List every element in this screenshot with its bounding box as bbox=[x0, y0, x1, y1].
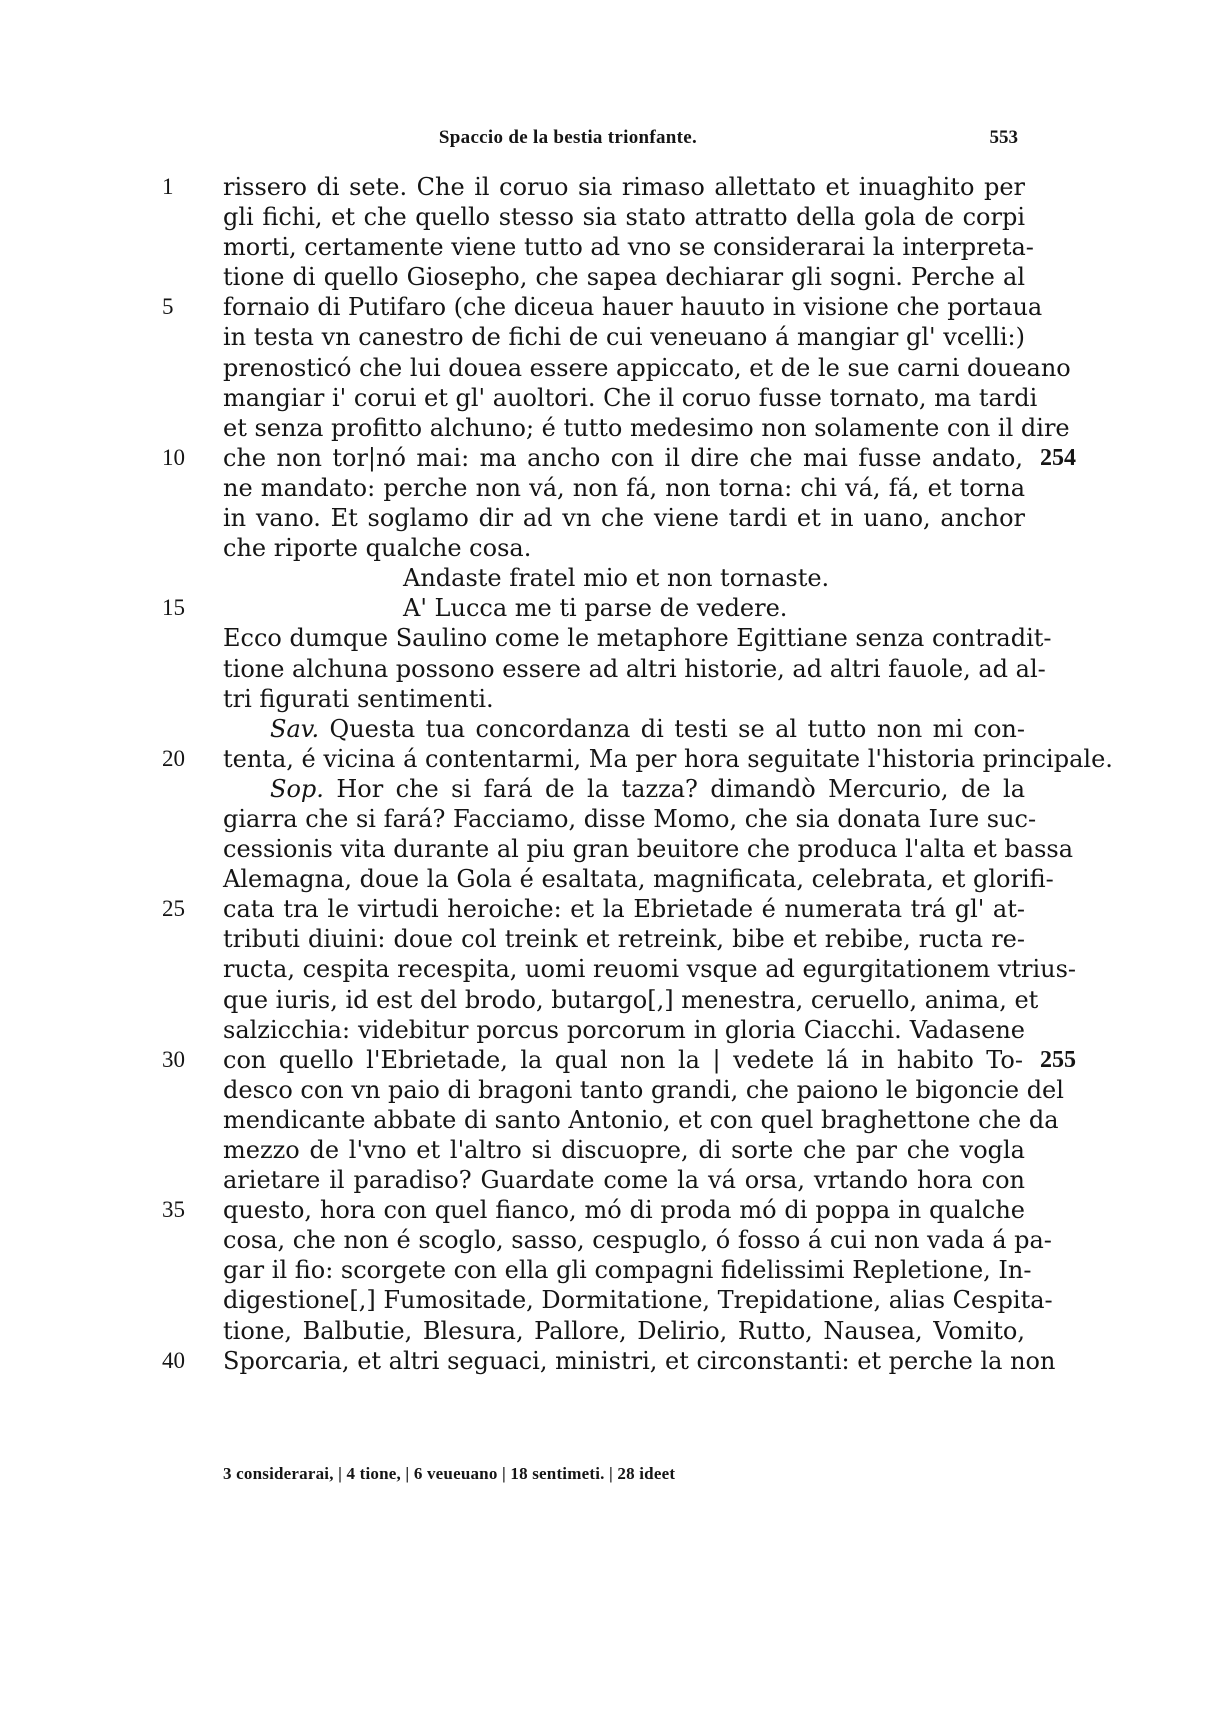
text-line bbox=[0, 1255, 1208, 1285]
text-line bbox=[0, 202, 1208, 232]
text-line bbox=[0, 714, 1208, 744]
line-text: Sporcaria, et altri seguaci, ministri, et circonstanti: et perche la non bbox=[223, 1346, 1056, 1375]
line-text: gar il fio: scorgete con ella gli compagni fidelissimi Repletione, In- bbox=[223, 1256, 1032, 1285]
line-text: prenosticó che lui douea essere appiccato, et de le sue carni doueano bbox=[223, 353, 1071, 382]
text-line bbox=[0, 1015, 1208, 1045]
line-text: Andaste fratel mio et non tornaste. bbox=[403, 564, 830, 593]
line-text: che riporte qualche cosa. bbox=[223, 534, 532, 563]
line-text: in testa vn canestro de fichi de cui veneuano á mangiar gl' vcelli:) bbox=[223, 323, 1025, 352]
line-text: tione, Balbutie, Blesura, Pallore, Delirio, Rutto, Nausea, Vomito, bbox=[223, 1316, 1025, 1345]
line-text: morti, certamente viene tutto ad vno se considerarai la interpreta- bbox=[223, 233, 1034, 262]
line-text: tenta, é vicina á contentarmi, Ma per hora seguitate l'historia principale. bbox=[223, 744, 1113, 773]
line-number: 15 bbox=[162, 595, 185, 621]
line-number: 30 bbox=[162, 1046, 185, 1072]
line-text bbox=[270, 714, 1025, 744]
text-line bbox=[0, 774, 1208, 804]
text-line bbox=[0, 1316, 1208, 1346]
line-text: digestione[,] Fumositade, Dormitatione, Trepidatione, alias Cespita- bbox=[223, 1286, 1053, 1315]
speaker-label: Sop. bbox=[270, 774, 324, 803]
critical-apparatus: 3 considerarai, | 4 tione, | 6 veueuano | 18 sentimeti. | 28 ideet bbox=[223, 1464, 676, 1483]
line-text: in vano. Et soglamo dir ad vn che viene tardi et in uano, anchor bbox=[223, 504, 1025, 533]
text-line bbox=[0, 744, 1208, 774]
line-text: cessionis vita durante al piu gran beuitore che produca l'alta et bassa bbox=[223, 835, 1074, 864]
text-line bbox=[0, 292, 1208, 322]
line-text: tributi diuini: doue col treink et retreink, bibe et rebibe, ructa re- bbox=[223, 925, 1025, 954]
text-line bbox=[0, 1285, 1208, 1315]
page-number: 553 bbox=[989, 127, 1018, 148]
text-line bbox=[0, 654, 1208, 684]
line-number: 1 bbox=[162, 174, 174, 199]
line-text: et senza profitto alchuno; é tutto medesimo non solamente con il dire bbox=[223, 413, 1070, 442]
line-text: tri figurati sentimenti. bbox=[223, 684, 494, 713]
line-text: ne mandato: perche non vá, non fá, non torna: chi vá, fá, et torna bbox=[223, 473, 1025, 502]
line-text: tione alchuna possono essere ad altri historie, ad altri fauole, ad al- bbox=[223, 654, 1046, 683]
line-number: 20 bbox=[162, 745, 185, 771]
line-text: salzicchia: videbitur porcus porcorum in gloria Ciacchi. Vadasene bbox=[223, 1015, 1025, 1044]
text-line bbox=[0, 533, 1208, 563]
text-line bbox=[0, 1195, 1208, 1225]
text-line bbox=[0, 232, 1208, 262]
text-line bbox=[0, 1075, 1208, 1105]
line-number: 40 bbox=[162, 1347, 185, 1373]
text-line bbox=[0, 172, 1208, 202]
line-text: mezzo de l'vno et l'altro si discuopre, di sorte che par che vogla bbox=[223, 1136, 1025, 1164]
line-number: 35 bbox=[162, 1197, 185, 1223]
line-text: Alemagna, doue la Gola é esaltata, magnificata, celebrata, et glorifi- bbox=[223, 865, 1054, 894]
text-line bbox=[0, 1165, 1208, 1195]
main-text bbox=[0, 172, 1208, 1376]
text-line bbox=[0, 353, 1208, 383]
line-text: fornaio di Putifaro (che diceua hauer hauuto in visione che portaua bbox=[223, 293, 1043, 322]
text-line bbox=[0, 684, 1208, 714]
line-text bbox=[270, 774, 1025, 804]
original-page-marker: 255 bbox=[1040, 1046, 1076, 1073]
text-line bbox=[0, 985, 1208, 1015]
text-line bbox=[0, 834, 1208, 864]
line-text: Ecco dumque Saulino come le metaphore Egittiane senza contradit- bbox=[223, 624, 1052, 653]
text-line bbox=[0, 322, 1208, 352]
text-line bbox=[0, 473, 1208, 503]
line-text: mendicante abbate di santo Antonio, et con quel braghettone che da bbox=[223, 1105, 1059, 1134]
line-text: ructa, cespita recespita, uomi reuomi vsque ad egurgitationem vtrius- bbox=[223, 955, 1077, 984]
text-line bbox=[0, 1105, 1208, 1135]
line-text: cata tra le virtudi heroiche: et la Ebrietade é numerata trá gl' at- bbox=[223, 895, 1025, 924]
text-line bbox=[0, 623, 1208, 653]
text-line bbox=[0, 1045, 1208, 1075]
line-text: A' Lucca me ti parse de vedere. bbox=[403, 594, 788, 623]
line-text: cosa, che non é scoglo, sasso, cespuglo, ó fosso á cui non vada á pa- bbox=[223, 1226, 1052, 1255]
text-line bbox=[0, 954, 1208, 984]
line-text: con quello l'Ebrietade, la qual non la | vedete lá in habito To- bbox=[223, 1045, 1023, 1074]
text-line bbox=[0, 593, 1208, 623]
line-text: arietare il paradiso? Guardate come la vá orsa, vrtando hora con bbox=[223, 1166, 1025, 1195]
text-line bbox=[0, 383, 1208, 413]
line-text: mangiar i' corui et gl' auoltori. Che il coruo fusse tornato, ma tardi bbox=[223, 383, 1038, 412]
text-line bbox=[0, 443, 1208, 473]
text-line bbox=[0, 864, 1208, 894]
text-line bbox=[0, 563, 1208, 593]
line-text: che non tor|nó mai: ma ancho con il dire che mai fusse andato, bbox=[223, 443, 1023, 472]
running-header bbox=[218, 127, 1018, 157]
line-text: giarra che si fará? Facciamo, disse Momo, che sia donata Iure suc- bbox=[223, 804, 1037, 833]
line-number: 10 bbox=[162, 444, 185, 470]
line-text: rissero di sete. Che il coruo sia rimaso allettato et inuaghito per bbox=[223, 173, 1025, 201]
line-number: 5 bbox=[162, 294, 174, 320]
text-line bbox=[0, 413, 1208, 443]
text-line bbox=[0, 1346, 1208, 1376]
text-line bbox=[0, 1225, 1208, 1255]
text-line bbox=[0, 804, 1208, 834]
line-text: questo, hora con quel fianco, mó di proda mó di poppa in qualche bbox=[223, 1196, 1025, 1225]
text-line bbox=[0, 924, 1208, 954]
line-number: 25 bbox=[162, 896, 185, 922]
line-body: Hor che si fará de la tazza? dimandò Mercurio, de la bbox=[323, 774, 1025, 803]
line-text: gli fichi, et che quello stesso sia stato attratto della gola de corpi bbox=[223, 203, 1025, 232]
line-text: que iuris, id est del brodo, butargo[,] menestra, ceruello, anima, et bbox=[223, 985, 1039, 1014]
text-line bbox=[0, 1135, 1208, 1165]
line-body: Questa tua concordanza di testi se al tutto non mi con- bbox=[319, 714, 1025, 743]
text-line bbox=[0, 262, 1208, 292]
original-page-marker: 254 bbox=[1040, 444, 1076, 471]
text-line bbox=[0, 503, 1208, 533]
line-text: desco con vn paio di bragoni tanto grandi, che paiono le bigoncie del bbox=[223, 1075, 1064, 1104]
speaker-label: Sav. bbox=[270, 714, 320, 743]
running-title: Spaccio de la bestia trionfante. bbox=[438, 127, 698, 148]
line-text: tione di quello Giosepho, che sapea dechiarar gli sogni. Perche al bbox=[223, 263, 1025, 292]
text-line bbox=[0, 894, 1208, 924]
